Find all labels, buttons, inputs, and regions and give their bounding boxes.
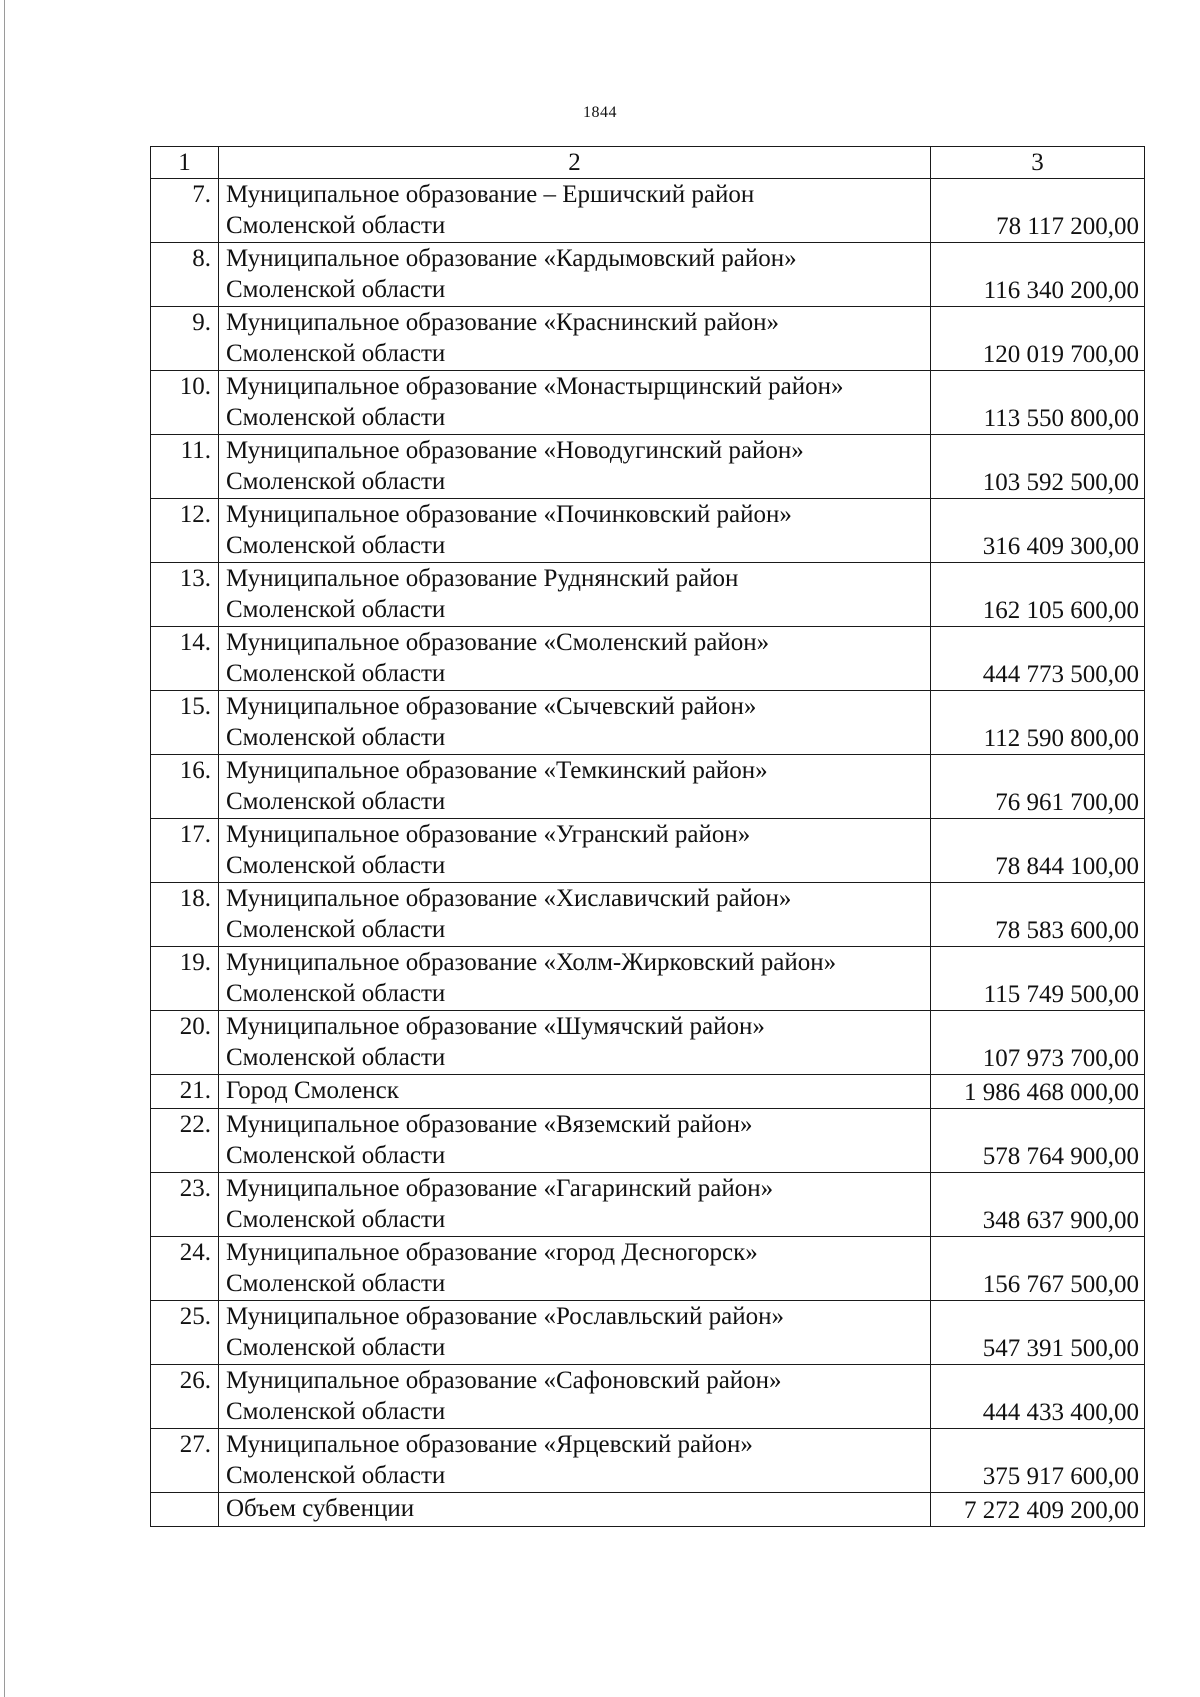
municipality-name-line-1: Муниципальное образование «Починковский район» <box>226 501 792 528</box>
municipality-name <box>219 691 931 755</box>
municipality-name-line-2: Смоленской области <box>226 1270 446 1297</box>
row-number: 15. <box>151 691 219 755</box>
municipality-name <box>219 883 931 947</box>
row-number: 11. <box>151 435 219 499</box>
municipality-name <box>219 1109 931 1173</box>
municipality-name-line-1: Муниципальное образование «город Десногорск» <box>226 1239 758 1266</box>
subsidy-amount: 76 961 700,00 <box>931 755 1145 819</box>
municipality-name-line-1: Муниципальное образование «Хиславичский район» <box>226 885 792 912</box>
subsidy-amount: 120 019 700,00 <box>931 307 1145 371</box>
table-row <box>151 1301 1145 1365</box>
municipality-name-line-1: Город Смоленск <box>226 1077 399 1104</box>
municipality-name-line-1: Муниципальное образование «Сычевский район» <box>226 693 757 720</box>
municipality-name <box>219 1075 931 1109</box>
municipality-name <box>219 755 931 819</box>
municipality-name <box>219 1301 931 1365</box>
row-number: 19. <box>151 947 219 1011</box>
table-row <box>151 563 1145 627</box>
row-number: 8. <box>151 243 219 307</box>
subsidy-amount: 547 391 500,00 <box>931 1301 1145 1365</box>
row-number: 24. <box>151 1237 219 1301</box>
municipality-name-line-1: Муниципальное образование «Сафоновский район» <box>226 1367 782 1394</box>
table-row <box>151 243 1145 307</box>
row-number: 22. <box>151 1109 219 1173</box>
municipality-name-line-2: Смоленской области <box>226 1206 446 1233</box>
table-row <box>151 1237 1145 1301</box>
row-number: 13. <box>151 563 219 627</box>
table-row <box>151 371 1145 435</box>
scan-edge-line <box>4 0 5 1697</box>
municipality-name <box>219 1237 931 1301</box>
subsidy-amount: 316 409 300,00 <box>931 499 1145 563</box>
municipality-name-line-1: Муниципальное образование «Холм-Жирковский район» <box>226 949 837 976</box>
total-row-number <box>151 1493 219 1527</box>
total-label: Объем субвенции <box>219 1493 931 1527</box>
row-number: 20. <box>151 1011 219 1075</box>
table-row <box>151 819 1145 883</box>
municipality-name-line-1: Муниципальное образование Руднянский район <box>226 565 739 592</box>
row-number: 9. <box>151 307 219 371</box>
municipality-name-line-1: Муниципальное образование «Рославльский район» <box>226 1303 784 1330</box>
table-row <box>151 883 1145 947</box>
table-row <box>151 1365 1145 1429</box>
municipality-name <box>219 563 931 627</box>
subsidy-amount: 107 973 700,00 <box>931 1011 1145 1075</box>
table-row <box>151 1075 1145 1109</box>
municipality-name <box>219 179 931 243</box>
municipality-name-line-2: Смоленской области <box>226 532 446 559</box>
municipality-name <box>219 1173 931 1237</box>
municipality-name <box>219 435 931 499</box>
subsidy-amount: 78 844 100,00 <box>931 819 1145 883</box>
municipality-name-line-2: Смоленской области <box>226 340 446 367</box>
municipality-name <box>219 371 931 435</box>
municipality-name-line-2: Смоленской области <box>226 404 446 431</box>
municipality-name-line-2: Смоленской области <box>226 916 446 943</box>
subsidy-amount: 348 637 900,00 <box>931 1173 1145 1237</box>
row-number: 18. <box>151 883 219 947</box>
municipality-name-line-1: Муниципальное образование «Кардымовский район» <box>226 245 797 272</box>
table-row <box>151 1011 1145 1075</box>
subsidy-amount: 444 773 500,00 <box>931 627 1145 691</box>
table-row <box>151 947 1145 1011</box>
row-number: 14. <box>151 627 219 691</box>
row-number: 21. <box>151 1075 219 1109</box>
municipality-name <box>219 947 931 1011</box>
subsidy-amount: 1 986 468 000,00 <box>931 1075 1145 1109</box>
subsidy-amount: 444 433 400,00 <box>931 1365 1145 1429</box>
row-number: 16. <box>151 755 219 819</box>
municipality-name <box>219 499 931 563</box>
municipality-name-line-1: Муниципальное образование «Угранский район» <box>226 821 751 848</box>
municipality-name-line-2: Смоленской области <box>226 788 446 815</box>
table-body <box>151 147 1145 1527</box>
table-row <box>151 691 1145 755</box>
municipality-name-line-2: Смоленской области <box>226 852 446 879</box>
municipality-name-line-2: Смоленской области <box>226 660 446 687</box>
subsidy-amount: 578 764 900,00 <box>931 1109 1145 1173</box>
municipality-name-line-2: Смоленской области <box>226 1044 446 1071</box>
row-number: 7. <box>151 179 219 243</box>
subsidy-amount: 162 105 600,00 <box>931 563 1145 627</box>
table-row <box>151 1429 1145 1493</box>
municipality-name-line-1: Муниципальное образование «Темкинский район» <box>226 757 768 784</box>
municipality-name <box>219 1011 931 1075</box>
municipality-name <box>219 1429 931 1493</box>
municipality-name-line-1: Муниципальное образование «Ярцевский район» <box>226 1431 753 1458</box>
municipality-name-line-2: Смоленской области <box>226 1334 446 1361</box>
subsidy-amount: 375 917 600,00 <box>931 1429 1145 1493</box>
municipality-name <box>219 819 931 883</box>
row-number: 26. <box>151 1365 219 1429</box>
table-row <box>151 1173 1145 1237</box>
municipality-name-line-2: Смоленской области <box>226 212 446 239</box>
header-col-3: 3 <box>931 147 1145 179</box>
municipality-name-line-1: Муниципальное образование «Вяземский район» <box>226 1111 753 1138</box>
total-amount: 7 272 409 200,00 <box>931 1493 1145 1527</box>
municipality-name-line-1: Муниципальное образование «Шумячский район» <box>226 1013 765 1040</box>
municipality-name-line-2: Смоленской области <box>226 1462 446 1489</box>
table-row <box>151 1109 1145 1173</box>
table-row <box>151 627 1145 691</box>
table-row <box>151 499 1145 563</box>
row-number: 23. <box>151 1173 219 1237</box>
municipality-name-line-2: Смоленской области <box>226 1398 446 1425</box>
table-row <box>151 179 1145 243</box>
municipality-name-line-1: Муниципальное образование «Смоленский район» <box>226 629 770 656</box>
subsidy-amount: 78 583 600,00 <box>931 883 1145 947</box>
subsidy-amount: 115 749 500,00 <box>931 947 1145 1011</box>
header-col-1: 1 <box>151 147 219 179</box>
row-number: 27. <box>151 1429 219 1493</box>
table-row <box>151 755 1145 819</box>
row-number: 10. <box>151 371 219 435</box>
subsidy-amount: 113 550 800,00 <box>931 371 1145 435</box>
row-number: 25. <box>151 1301 219 1365</box>
subsidy-table <box>150 146 1145 1527</box>
municipality-name-line-2: Смоленской области <box>226 276 446 303</box>
municipality-name-line-2: Смоленской области <box>226 980 446 1007</box>
municipality-name <box>219 243 931 307</box>
municipality-name-line-2: Смоленской области <box>226 468 446 495</box>
subsidy-amount: 116 340 200,00 <box>931 243 1145 307</box>
subsidy-amount: 112 590 800,00 <box>931 691 1145 755</box>
subsidy-amount: 78 117 200,00 <box>931 179 1145 243</box>
municipality-name-line-1: Муниципальное образование «Монастырщинский район» <box>226 373 844 400</box>
municipality-name <box>219 1365 931 1429</box>
row-number: 17. <box>151 819 219 883</box>
municipality-name <box>219 627 931 691</box>
municipality-name-line-1: Муниципальное образование – Ершичский район <box>226 181 755 208</box>
subsidy-amount: 103 592 500,00 <box>931 435 1145 499</box>
page-number: 1844 <box>583 104 617 121</box>
subsidy-amount: 156 767 500,00 <box>931 1237 1145 1301</box>
municipality-name <box>219 307 931 371</box>
municipality-name-line-2: Смоленской области <box>226 1142 446 1169</box>
header-col-2: 2 <box>219 147 931 179</box>
table-row <box>151 307 1145 371</box>
row-number: 12. <box>151 499 219 563</box>
municipality-name-line-2: Смоленской области <box>226 596 446 623</box>
municipality-name-line-1: Муниципальное образование «Новодугинский район» <box>226 437 804 464</box>
municipality-name-line-1: Муниципальное образование «Гагаринский район» <box>226 1175 774 1202</box>
municipality-name-line-2: Смоленской области <box>226 724 446 751</box>
total-row <box>151 1493 1145 1527</box>
table-row <box>151 435 1145 499</box>
municipality-name-line-1: Муниципальное образование «Краснинский район» <box>226 309 780 336</box>
table-header-row <box>151 147 1145 179</box>
